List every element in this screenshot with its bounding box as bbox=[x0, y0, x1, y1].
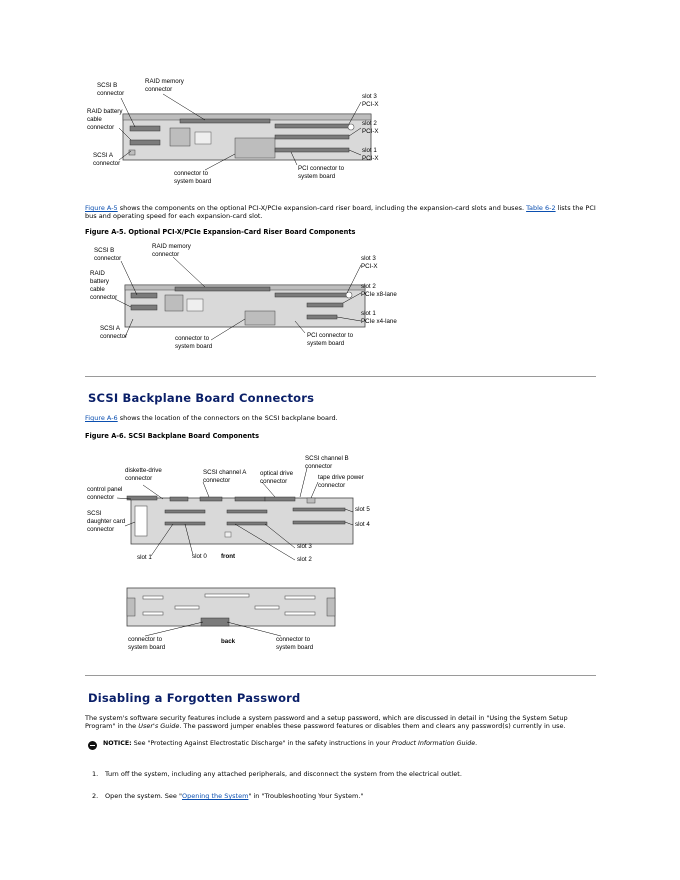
figure-a4 bbox=[85, 80, 385, 190]
notice-text-b: . bbox=[475, 740, 478, 747]
label-diskette-drive: diskette-drive connector bbox=[125, 467, 162, 482]
label-scsi-channel-a: SCSI channel A connector bbox=[203, 469, 247, 484]
figure-a5 bbox=[85, 245, 395, 355]
notice-text bbox=[103, 740, 593, 748]
heading-scsi-backplane: SCSI Backplane Board Connectors bbox=[88, 391, 315, 405]
label-scsi-b: SCSI B connector bbox=[97, 82, 125, 97]
notice-label: NOTICE: bbox=[103, 740, 132, 747]
password-text-b: . The password jumper enables these password features or disables them and clears any password(s) currently in use. bbox=[179, 722, 566, 731]
label-scsi-daughter-card: SCSI daughter card connector bbox=[87, 510, 126, 533]
label-connector-system-board: connector to system board bbox=[174, 170, 212, 185]
step-number: 1. bbox=[92, 770, 99, 778]
label-connector-right: connector to system board bbox=[276, 636, 314, 651]
intro-text-2: lists the PCI bus and operating speed for each expansion-card slot. bbox=[85, 204, 596, 221]
intro-text-1: shows the components on the optional PCI-X/PCIe expansion-card riser board, including the expansion-card slots and buses. bbox=[117, 204, 527, 212]
label-slot5: slot 5 bbox=[355, 506, 370, 513]
label-slot0: slot 0 bbox=[192, 553, 207, 560]
label-slot2: slot 2 PCIe x8-lane bbox=[361, 283, 397, 298]
step-text-b: " in "Troubleshooting Your System." bbox=[248, 792, 364, 800]
list-item bbox=[92, 792, 363, 800]
scsi-backplane-paragraph bbox=[85, 414, 597, 422]
notice-text-a: See "Protecting Against Electrostatic Discharge" in the safety instructions in your bbox=[131, 740, 392, 747]
label-raid-memory: RAID memory connector bbox=[145, 78, 184, 93]
label-slot1: slot 1 PCI-X bbox=[362, 147, 379, 162]
heading-disabling-password: Disabling a Forgotten Password bbox=[88, 691, 301, 705]
label-tape-drive-power: tape drive power connector bbox=[318, 474, 364, 489]
label-slot4: slot 4 bbox=[355, 521, 370, 528]
label-pci-connector: PCI connector to system board bbox=[307, 332, 354, 347]
label-scsi-a: SCSI A connector bbox=[93, 152, 121, 167]
list-item bbox=[92, 770, 462, 778]
label-slot1: slot 1 PCIe x4-lane bbox=[361, 310, 397, 325]
label-slot1: slot 1 bbox=[137, 554, 152, 561]
scsi-backplane-text: shows the location of the connectors on the SCSI backplane board. bbox=[117, 414, 338, 422]
label-scsi-channel-b: SCSI channel B connector bbox=[305, 455, 349, 470]
label-back: back bbox=[221, 638, 236, 645]
label-slot3: slot 3 PCI-X bbox=[362, 93, 379, 108]
step-number: 2. bbox=[92, 792, 99, 800]
label-control-panel: control panel connector bbox=[87, 486, 123, 501]
step-text-a: Open the system. See " bbox=[105, 792, 182, 800]
link-figure-a6[interactable]: Figure A-6 bbox=[85, 414, 118, 422]
users-guide-ref: User's Guide bbox=[138, 722, 180, 731]
label-raid-battery: RAID battery cable connector bbox=[90, 270, 118, 301]
label-optical-drive: optical drive connector bbox=[260, 470, 294, 485]
label-scsi-b: SCSI B connector bbox=[94, 247, 122, 262]
label-raid-battery: RAID battery cable connector bbox=[87, 108, 123, 131]
label-slot2: slot 2 bbox=[297, 556, 312, 563]
label-slot2: slot 2 PCI-X bbox=[362, 120, 379, 135]
notice-icon bbox=[88, 741, 97, 750]
label-slot3: slot 3 bbox=[297, 543, 312, 550]
product-info-guide-ref: Product Information Guide bbox=[391, 740, 476, 747]
label-connector-left: connector to system board bbox=[128, 636, 166, 651]
link-figure-a5[interactable]: Figure A-5 bbox=[85, 204, 118, 212]
caption-figure-a6: Figure A-6. SCSI Backplane Board Components bbox=[85, 432, 259, 440]
link-table-6-2[interactable]: Table 6-2 bbox=[526, 204, 556, 212]
password-paragraph bbox=[85, 714, 597, 730]
divider bbox=[85, 376, 596, 377]
label-raid-memory: RAID memory connector bbox=[152, 243, 191, 258]
label-connector-system-board: connector to system board bbox=[175, 335, 213, 350]
password-text-a: The system's software security features include a system password and a setup password, which are discussed in detail in "Using the System Setup Program" in the bbox=[85, 714, 568, 731]
caption-figure-a5: Figure A-5. Optional PCI-X/PCIe Expansion-Card Riser Board Components bbox=[85, 228, 356, 236]
intro-paragraph bbox=[85, 204, 597, 220]
step-text: Turn off the system, including any attached peripherals, and disconnect the system from the electrical outlet. bbox=[105, 770, 462, 778]
divider bbox=[85, 675, 596, 676]
label-pci-connector: PCI connector to system board bbox=[298, 165, 345, 180]
label-scsi-a: SCSI A connector bbox=[100, 325, 128, 340]
link-opening-the-system[interactable]: Opening the System bbox=[181, 792, 249, 800]
label-slot3: slot 3 PCI-X bbox=[361, 255, 378, 270]
label-front: front bbox=[221, 553, 236, 560]
figure-a6 bbox=[85, 452, 385, 657]
